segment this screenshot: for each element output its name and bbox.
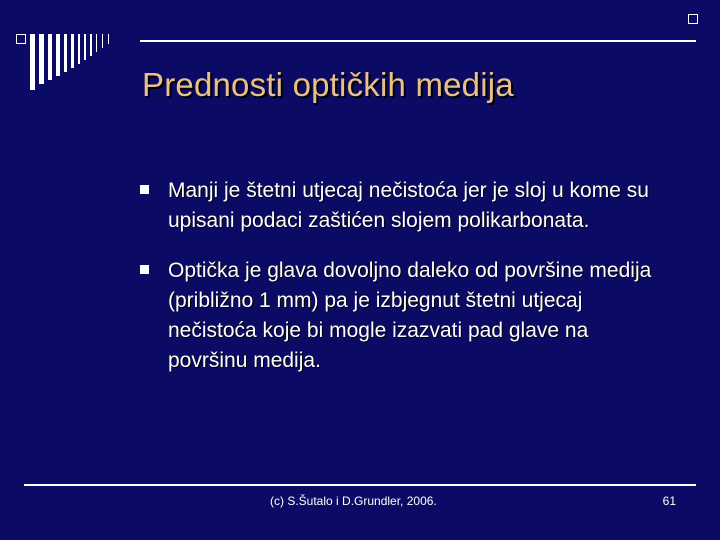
- page-number: 61: [662, 494, 676, 508]
- deco-bar: [48, 34, 52, 80]
- deco-square-icon: [16, 34, 26, 44]
- bullet-text: Optička je glava dovoljno daleko od površine medija (približno 1 mm) pa je izbjegnut štetni utjecaj nečistoća koje bi mogle izazvati pad glave na površinu medija.: [168, 259, 652, 372]
- deco-bar: [96, 34, 97, 52]
- bullet-text: Manji je štetni utjecaj nečistoća jer je sloj u kome su upisani podaci zaštićen slojem polikarbonata.: [168, 179, 649, 232]
- deco-bar: [56, 34, 60, 76]
- corner-square-icon: [688, 14, 698, 24]
- deco-bar: [30, 34, 35, 90]
- deco-bar: [39, 34, 44, 84]
- deco-bar: [71, 34, 74, 68]
- deco-bar: [84, 34, 86, 60]
- bullet-list: [140, 176, 660, 396]
- bullet-item: [140, 256, 660, 376]
- deco-bar: [64, 34, 67, 72]
- deco-bar: [90, 34, 92, 56]
- footer-rule: [24, 484, 696, 486]
- square-bullet-icon: [140, 185, 149, 194]
- top-rule: [140, 40, 696, 42]
- deco-bar: [102, 34, 103, 48]
- deco-bar: [108, 34, 109, 44]
- slide-title: Prednosti optičkih medija: [142, 66, 514, 103]
- decorative-bars: [16, 34, 156, 90]
- square-bullet-icon: [140, 265, 149, 274]
- footer-credit: (c) S.Šutalo i D.Grundler, 2006.: [270, 494, 437, 508]
- deco-bar: [78, 34, 80, 64]
- bullet-item: [140, 176, 660, 236]
